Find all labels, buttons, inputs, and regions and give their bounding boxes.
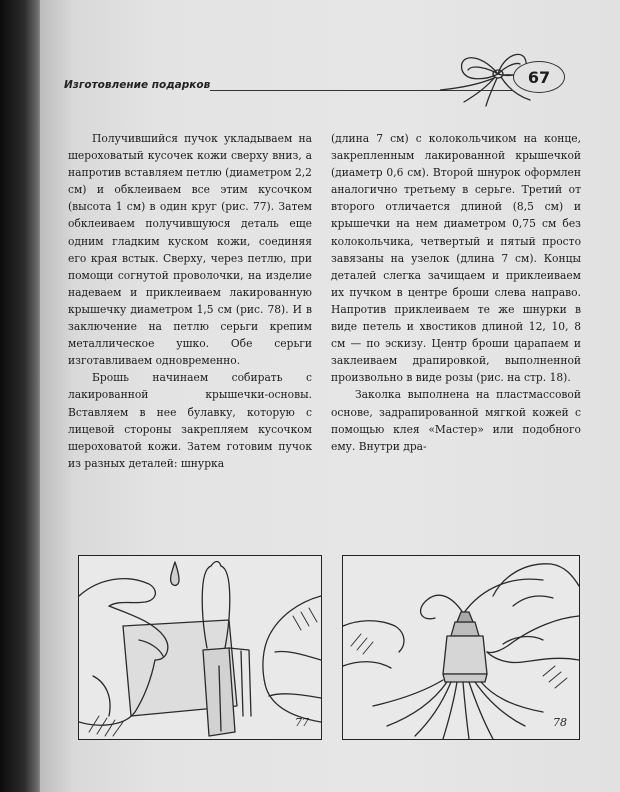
- hands-gluing-leather-drawing: [79, 556, 321, 739]
- figure-number: 78: [553, 716, 567, 729]
- paragraph: Получившийся пучок укладываем на шероховатый кусочек кожи сверху вниз, а напротив вставляем петлю (диаметром 2,2 см) и обклеиваем все этим кусочком (высота 1 см) в один круг (рис. 77). Затем обклеиваем получившуюся деталь еще одним гладким куском кожи, соединяя его края встык. Сверху, через петлю, при помощи согнутой проволочки, на изделие надеваем и приклеиваем лакированную крышечку диаметром 1,5 см (рис. 78). И в заключение на петлю серьги крепим металлическое ушко. Обе серьги изготавливаем одновременно.: [68, 132, 312, 368]
- paragraph: (длина 7 см) с колокольчиком на конце, закрепленным лакированной крышечкой (диаметр 0,6 см). Второй шнурок оформлен аналогично третьему в серьге. Третий от второго отличается длиной (8,5 см) и крышечки на нем диаметром 0,75 см без колокольчика, четвертый и пятый просто завязаны на узелок (длина 7 см). Концы деталей слегка зачищаем и приклеиваем их пучком в центре броши слева направо. Напротив приклеиваем те же шнурки в виде петель и хвостиков длиной 12, 10, 8 см — по эскизу. Центр броши царапаем и заклеиваем драпировкой, выполненной произвольно в виде розы (рис. на стр. 18).: [331, 132, 581, 385]
- page-number: 67: [513, 61, 565, 93]
- book-binding-shadow: [0, 0, 44, 792]
- figure-78-illustration: [342, 555, 580, 740]
- figure-77-illustration: [78, 555, 322, 740]
- text-column-left: [68, 130, 312, 472]
- text-column-right: [331, 130, 581, 455]
- book-page: [40, 0, 620, 792]
- running-title: Изготовление подарков: [64, 79, 211, 91]
- figure-number: 77: [295, 716, 309, 729]
- tassel-with-cap-drawing: [343, 556, 579, 739]
- paragraph: Брошь начинаем собирать с лакированной крышечки-основы. Вставляем в нее булавку, которую с лицевой стороны закрепляем кусочком шероховатой кожи. Затем готовим пучок из разных деталей: шнурка: [68, 371, 312, 470]
- paragraph: Заколка выполнена на пластмассовой основе, задрапированной мягкой кожей с помощью клея «Мастер» или подобного ему. Внутри дра-: [331, 388, 581, 453]
